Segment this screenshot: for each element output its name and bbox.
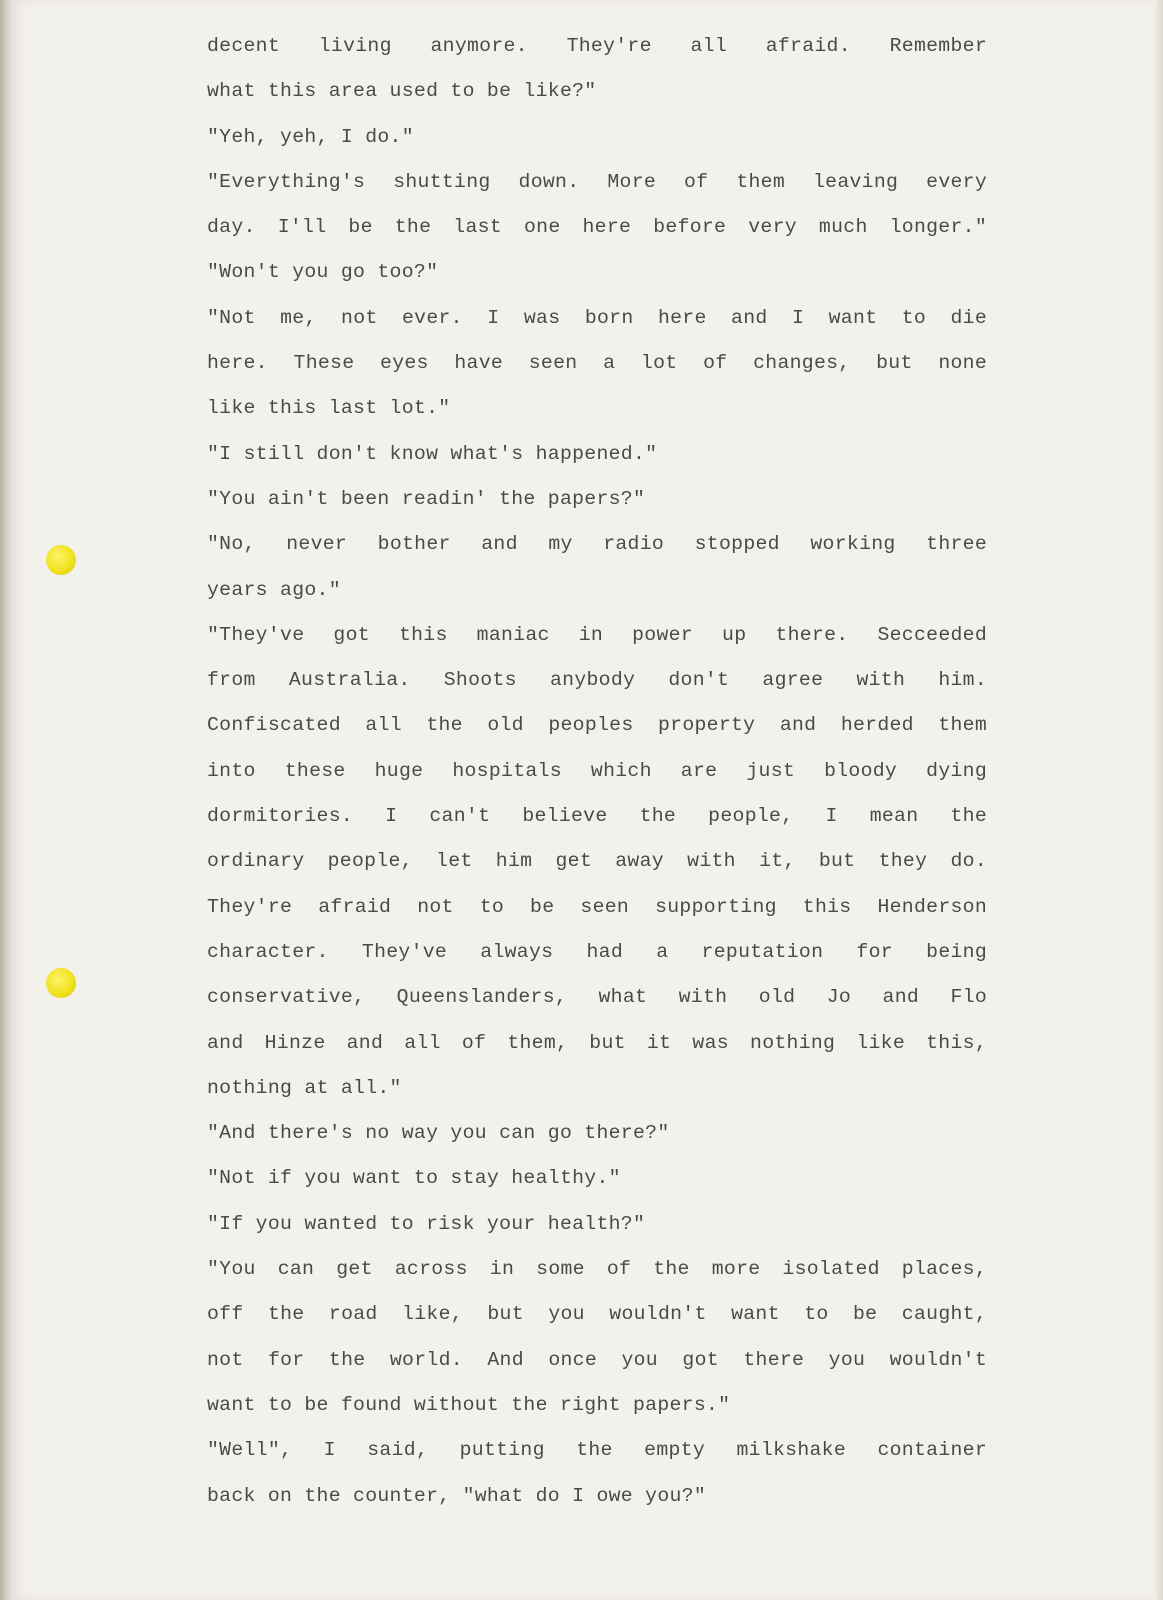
punch-hole-top [46, 545, 76, 575]
text-line: Confiscated all the old peoples property and herded them [207, 714, 987, 737]
text-line: conservative, Queenslanders, what with old Jo and Flo [207, 986, 987, 1009]
typewritten-text [207, 24, 987, 1519]
text-line: "If you wanted to risk your health?" [207, 1212, 646, 1235]
page-right-edge [1153, 0, 1163, 1600]
text-line: want to be found without the right papers." [207, 1393, 731, 1416]
text-line: "You can get across in some of the more isolated places, [207, 1258, 987, 1281]
text-line: back on the counter, "what do I owe you?" [207, 1484, 706, 1507]
text-line: "Yeh, yeh, I do." [207, 125, 414, 148]
text-line: "You ain't been readin' the papers?" [207, 487, 646, 510]
text-line: dormitories. I can't believe the people, I mean the [207, 805, 987, 828]
text-line: "Won't you go too?" [207, 261, 439, 284]
text-line: day. I'll be the last one here before very much longer." [207, 216, 987, 239]
page-left-edge [0, 0, 12, 1600]
text-line: "Not me, not ever. I was born here and I want to die [207, 306, 987, 329]
text-line: from Australia. Shoots anybody don't agree with him. [207, 669, 987, 692]
text-line: here. These eyes have seen a lot of changes, but none [207, 352, 987, 375]
text-line: off the road like, but you wouldn't want to be caught, [207, 1303, 987, 1326]
text-line: what this area used to be like?" [207, 80, 597, 103]
text-line: decent living anymore. They're all afraid. Remember [207, 35, 987, 57]
text-line: and Hinze and all of them, but it was nothing like this, [207, 1031, 987, 1054]
text-line: not for the world. And once you got there you wouldn't [207, 1348, 987, 1371]
text-line: "Everything's shutting down. More of them leaving every [207, 170, 987, 193]
text-line: into these huge hospitals which are just bloody dying [207, 759, 987, 782]
punch-hole-bottom [46, 968, 76, 998]
text-line: They're afraid not to be seen supporting this Henderson [207, 895, 987, 918]
text-line: "Well", I said, putting the empty milkshake container [207, 1439, 987, 1462]
text-line: "They've got this maniac in power up there. Secceeded [207, 623, 987, 646]
text-line: "And there's no way you can go there?" [207, 1122, 670, 1145]
text-line: ordinary people, let him get away with it, but they do. [207, 850, 987, 873]
text-line: "I still don't know what's happened." [207, 442, 658, 465]
text-line: "No, never bother and my radio stopped working three [207, 533, 987, 556]
text-line: years ago." [207, 578, 341, 601]
text-line: character. They've always had a reputation for being [207, 940, 987, 963]
text-line: like this last lot." [207, 397, 451, 420]
text-line: "Not if you want to stay healthy." [207, 1167, 621, 1190]
text-line: nothing at all." [207, 1076, 402, 1099]
